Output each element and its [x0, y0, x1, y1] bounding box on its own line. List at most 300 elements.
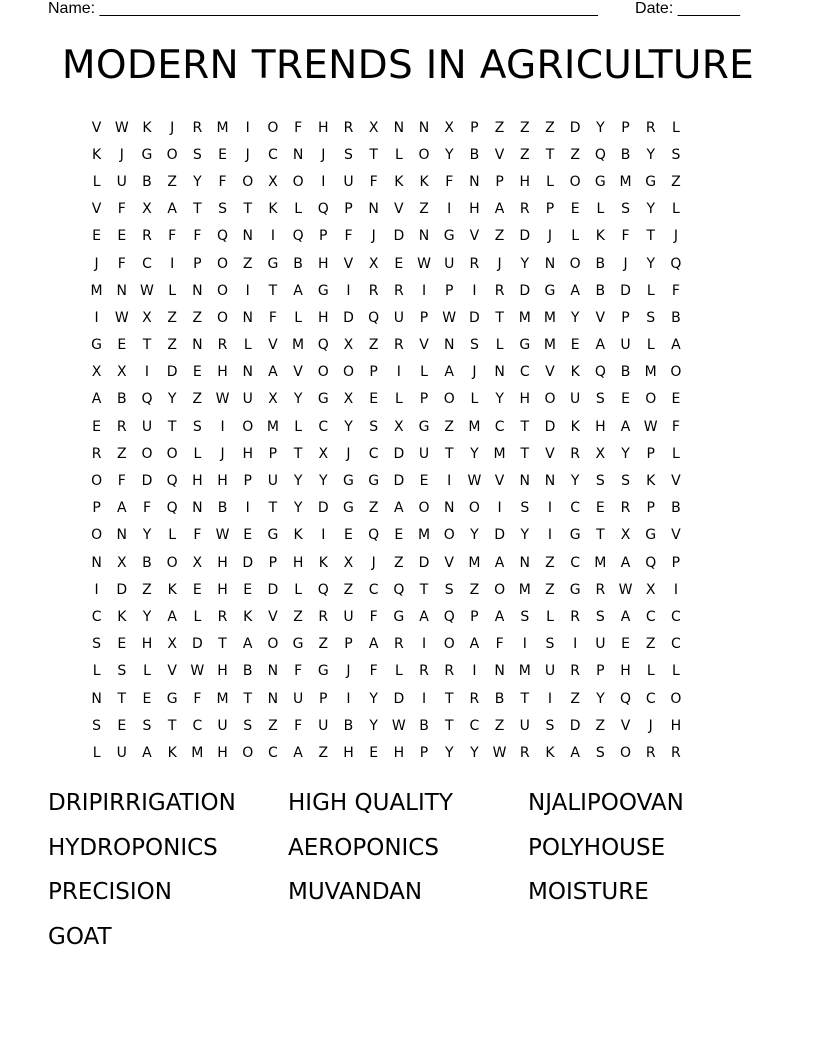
grid-letter[interactable]: J	[346, 445, 351, 462]
grid-letter[interactable]: F	[671, 282, 680, 299]
grid-letter[interactable]: V	[671, 473, 681, 490]
grid-letter[interactable]: R	[620, 500, 631, 517]
grid-letter[interactable]: S	[520, 608, 530, 625]
grid-letter[interactable]: Z	[645, 636, 656, 653]
grid-letter[interactable]: I	[220, 418, 225, 435]
grid-letter[interactable]: X	[192, 554, 203, 571]
grid-letter[interactable]: O	[242, 418, 254, 435]
grid-letter[interactable]: P	[621, 309, 630, 326]
grid-letter[interactable]: H	[393, 744, 405, 761]
grid-letter[interactable]: B	[242, 663, 253, 680]
grid-letter[interactable]: T	[444, 445, 454, 462]
grid-letter[interactable]: V	[545, 364, 555, 381]
grid-letter[interactable]: Q	[670, 255, 682, 272]
grid-letter[interactable]: W	[643, 418, 658, 435]
grid-letter[interactable]: H	[192, 473, 203, 490]
grid-letter[interactable]: M	[543, 337, 557, 354]
grid-letter[interactable]: S	[117, 663, 127, 680]
grid-letter[interactable]: I	[245, 119, 250, 136]
grid-letter[interactable]: X	[368, 119, 379, 136]
grid-letter[interactable]: F	[218, 173, 227, 190]
grid-letter[interactable]: U	[116, 173, 127, 190]
grid-letter[interactable]: X	[394, 418, 404, 435]
grid-letter[interactable]: E	[117, 636, 127, 653]
grid-letter[interactable]: B	[343, 717, 354, 734]
grid-letter[interactable]: A	[671, 337, 681, 354]
grid-letter[interactable]: Z	[494, 717, 505, 734]
grid-letter[interactable]: G	[645, 527, 657, 544]
grid-letter[interactable]: U	[343, 608, 354, 625]
grid-letter[interactable]: T	[142, 337, 152, 354]
grid-letter[interactable]: A	[293, 744, 303, 761]
grid-letter[interactable]: C	[570, 554, 581, 571]
grid-letter[interactable]: Z	[545, 119, 555, 136]
grid-letter[interactable]: F	[294, 663, 303, 680]
grid-letter[interactable]: T	[167, 418, 177, 435]
grid-letter[interactable]: Y	[293, 391, 303, 408]
grid-letter[interactable]: R	[444, 663, 455, 680]
grid-letter[interactable]: S	[545, 636, 555, 653]
grid-letter[interactable]: E	[369, 744, 379, 761]
grid-letter[interactable]: H	[519, 391, 531, 408]
grid-letter[interactable]: V	[91, 119, 102, 136]
grid-letter[interactable]: L	[672, 201, 680, 218]
grid-letter[interactable]: N	[494, 663, 505, 680]
grid-letter[interactable]: L	[294, 309, 302, 326]
grid-letter[interactable]: X	[91, 364, 102, 381]
grid-letter[interactable]: I	[144, 364, 150, 381]
grid-letter[interactable]: G	[569, 527, 581, 544]
grid-letter[interactable]: P	[319, 690, 328, 707]
grid-letter[interactable]: S	[595, 391, 605, 408]
grid-letter[interactable]: P	[646, 445, 655, 462]
grid-letter[interactable]: N	[544, 473, 556, 490]
grid-letter[interactable]: H	[217, 663, 228, 680]
grid-letter[interactable]: Z	[545, 581, 555, 598]
grid-letter[interactable]: S	[142, 717, 152, 734]
grid-letter[interactable]: L	[294, 418, 302, 435]
grid-letter[interactable]: A	[293, 282, 303, 299]
grid-letter[interactable]: O	[443, 391, 455, 408]
grid-letter[interactable]: G	[368, 473, 380, 490]
grid-letter[interactable]: M	[518, 663, 531, 680]
grid-letter[interactable]: E	[92, 418, 102, 435]
grid-letter[interactable]: M	[518, 581, 531, 598]
grid-letter[interactable]: L	[92, 173, 101, 190]
grid-letter[interactable]: S	[545, 717, 555, 734]
grid-letter[interactable]: Z	[519, 146, 530, 163]
grid-letter[interactable]: F	[193, 527, 202, 544]
grid-letter[interactable]: S	[92, 636, 102, 653]
grid-letter[interactable]: U	[217, 717, 228, 734]
grid-letter[interactable]: V	[268, 608, 278, 625]
grid-letter[interactable]: C	[268, 146, 278, 163]
grid-letter[interactable]: T	[268, 500, 278, 517]
grid-letter[interactable]: O	[166, 554, 178, 571]
grid-letter[interactable]: R	[192, 119, 203, 136]
grid-letter[interactable]: R	[393, 636, 404, 653]
grid-letter[interactable]: E	[243, 527, 253, 544]
grid-letter[interactable]: F	[369, 663, 378, 680]
grid-letter[interactable]: K	[243, 608, 253, 625]
grid-letter[interactable]: D	[393, 473, 405, 490]
grid-letter[interactable]: H	[469, 201, 480, 218]
grid-letter[interactable]: V	[494, 146, 505, 163]
grid-letter[interactable]: C	[192, 717, 203, 734]
grid-letter[interactable]: K	[419, 173, 429, 190]
grid-letter[interactable]: N	[443, 337, 455, 354]
grid-letter[interactable]: S	[621, 473, 630, 490]
grid-letter[interactable]: E	[394, 527, 404, 544]
grid-letter[interactable]: W	[417, 255, 431, 272]
grid-letter[interactable]: D	[393, 445, 405, 462]
grid-letter[interactable]: Z	[293, 608, 303, 625]
grid-letter[interactable]: Z	[469, 581, 480, 598]
grid-letter[interactable]: F	[294, 119, 303, 136]
grid-letter[interactable]: J	[170, 119, 175, 136]
grid-letter[interactable]: E	[243, 581, 253, 598]
grid-letter[interactable]: E	[671, 391, 681, 408]
grid-letter[interactable]: D	[116, 581, 128, 598]
grid-letter[interactable]: K	[570, 418, 580, 435]
grid-letter[interactable]: P	[344, 201, 353, 218]
grid-letter[interactable]: K	[117, 608, 127, 625]
grid-letter[interactable]: Y	[167, 391, 177, 408]
grid-letter[interactable]: G	[267, 255, 279, 272]
grid-letter[interactable]: C	[645, 690, 656, 707]
grid-letter[interactable]: H	[242, 445, 253, 462]
grid-letter[interactable]: A	[116, 500, 127, 517]
grid-letter[interactable]: M	[417, 527, 431, 544]
grid-letter[interactable]: D	[242, 554, 254, 571]
grid-letter[interactable]: G	[418, 418, 430, 435]
grid-letter[interactable]: X	[142, 201, 152, 218]
grid-letter[interactable]: J	[673, 228, 678, 245]
grid-letter[interactable]: N	[418, 228, 430, 245]
grid-letter[interactable]: Z	[116, 445, 127, 462]
grid-letter[interactable]: O	[418, 500, 430, 517]
grid-letter[interactable]: O	[217, 309, 229, 326]
grid-letter[interactable]: N	[267, 690, 279, 707]
grid-letter[interactable]: Q	[620, 690, 632, 707]
grid-letter[interactable]: L	[394, 146, 403, 163]
grid-letter[interactable]: U	[116, 744, 127, 761]
grid-letter[interactable]: G	[443, 228, 455, 245]
grid-letter[interactable]: R	[645, 119, 656, 136]
grid-letter[interactable]: R	[318, 608, 329, 625]
grid-letter[interactable]: E	[570, 337, 580, 354]
grid-letter[interactable]: X	[595, 445, 606, 462]
grid-letter[interactable]: N	[494, 364, 505, 381]
grid-letter[interactable]: D	[569, 119, 581, 136]
grid-letter[interactable]: W	[391, 717, 406, 734]
grid-letter[interactable]: S	[595, 608, 605, 625]
grid-letter[interactable]: O	[670, 364, 682, 381]
name-field-line[interactable]: Name: ________________________________________________________	[48, 0, 598, 17]
grid-letter[interactable]: Y	[646, 146, 655, 163]
grid-letter[interactable]: F	[621, 228, 630, 245]
grid-letter[interactable]: O	[242, 173, 254, 190]
grid-letter[interactable]: Z	[570, 690, 580, 707]
grid-letter[interactable]: J	[321, 146, 326, 163]
grid-letter[interactable]: Y	[520, 255, 530, 272]
grid-letter[interactable]: T	[293, 445, 303, 462]
grid-letter[interactable]: P	[193, 255, 202, 272]
grid-letter[interactable]: U	[267, 473, 279, 490]
grid-letter[interactable]: O	[494, 581, 506, 598]
grid-letter[interactable]: E	[117, 717, 127, 734]
grid-letter[interactable]: A	[394, 500, 404, 517]
grid-letter[interactable]: T	[596, 527, 605, 544]
grid-letter[interactable]: Z	[368, 500, 379, 517]
grid-letter[interactable]: J	[220, 445, 225, 462]
grid-letter[interactable]: D	[494, 527, 505, 544]
grid-letter[interactable]: R	[645, 744, 656, 761]
grid-letter[interactable]: Y	[646, 201, 655, 218]
grid-letter[interactable]: R	[469, 255, 480, 272]
grid-letter[interactable]: N	[116, 282, 128, 299]
grid-letter[interactable]: C	[318, 418, 329, 435]
grid-letter[interactable]: Q	[166, 500, 178, 517]
grid-letter[interactable]: R	[519, 744, 530, 761]
grid-letter[interactable]: Q	[217, 228, 229, 245]
grid-letter[interactable]: G	[569, 581, 581, 598]
grid-letter[interactable]: Y	[344, 418, 353, 435]
grid-letter[interactable]: D	[620, 282, 631, 299]
grid-letter[interactable]: I	[472, 282, 477, 299]
grid-letter[interactable]: N	[519, 473, 531, 490]
grid-letter[interactable]: K	[595, 228, 605, 245]
grid-letter[interactable]: I	[321, 527, 326, 544]
grid-letter[interactable]: E	[570, 201, 580, 218]
grid-letter[interactable]: O	[342, 364, 354, 381]
grid-letter[interactable]: O	[166, 146, 178, 163]
grid-letter[interactable]: L	[168, 282, 177, 299]
grid-letter[interactable]: Z	[671, 173, 681, 190]
grid-letter[interactable]: L	[470, 391, 479, 408]
grid-letter[interactable]: E	[344, 527, 353, 544]
grid-letter[interactable]: C	[268, 744, 278, 761]
grid-letter[interactable]: Z	[318, 636, 329, 653]
grid-letter[interactable]: A	[570, 744, 580, 761]
grid-letter[interactable]: D	[317, 500, 329, 517]
grid-letter[interactable]: N	[192, 500, 203, 517]
grid-letter[interactable]: W	[114, 309, 129, 326]
grid-letter[interactable]: T	[520, 418, 530, 435]
grid-letter[interactable]: U	[418, 445, 430, 462]
grid-letter[interactable]: I	[573, 636, 578, 653]
grid-letter[interactable]: U	[393, 309, 404, 326]
grid-letter[interactable]: X	[368, 255, 379, 272]
grid-letter[interactable]: P	[268, 554, 278, 571]
grid-letter[interactable]: A	[595, 337, 606, 354]
grid-letter[interactable]: W	[467, 473, 482, 490]
grid-letter[interactable]: L	[294, 581, 302, 598]
grid-letter[interactable]: O	[443, 527, 455, 544]
grid-letter[interactable]: B	[595, 282, 606, 299]
grid-letter[interactable]: R	[393, 282, 404, 299]
grid-letter[interactable]: A	[494, 608, 505, 625]
grid-letter[interactable]: G	[343, 473, 354, 490]
grid-letter[interactable]: K	[142, 119, 152, 136]
grid-letter[interactable]: W	[114, 119, 129, 136]
grid-letter[interactable]: T	[520, 445, 530, 462]
grid-letter[interactable]: O	[443, 636, 455, 653]
grid-letter[interactable]: Q	[443, 608, 455, 625]
grid-letter[interactable]: V	[91, 201, 102, 218]
grid-letter[interactable]: M	[493, 445, 506, 462]
grid-letter[interactable]: X	[167, 636, 177, 653]
grid-letter[interactable]: O	[267, 636, 279, 653]
grid-letter[interactable]: U	[242, 391, 253, 408]
grid-letter[interactable]: C	[368, 581, 379, 598]
grid-letter[interactable]: Y	[293, 473, 303, 490]
grid-letter[interactable]: W	[492, 744, 507, 761]
grid-letter[interactable]: Z	[318, 744, 329, 761]
grid-letter[interactable]: R	[217, 337, 228, 354]
grid-letter[interactable]: R	[494, 282, 505, 299]
grid-letter[interactable]: I	[447, 473, 452, 490]
grid-letter[interactable]: X	[343, 554, 354, 571]
grid-letter[interactable]: F	[344, 228, 353, 245]
grid-letter[interactable]: T	[243, 201, 252, 218]
grid-letter[interactable]: H	[318, 309, 329, 326]
grid-letter[interactable]: S	[192, 418, 202, 435]
grid-letter[interactable]: R	[343, 119, 354, 136]
grid-letter[interactable]: G	[544, 282, 556, 299]
grid-letter[interactable]: B	[293, 255, 303, 272]
grid-letter[interactable]: N	[192, 282, 203, 299]
grid-letter[interactable]: X	[444, 119, 455, 136]
grid-letter[interactable]: T	[268, 282, 278, 299]
grid-letter[interactable]: Y	[495, 391, 504, 408]
grid-letter[interactable]: L	[394, 663, 403, 680]
grid-letter[interactable]: H	[343, 744, 354, 761]
grid-letter[interactable]: V	[595, 309, 606, 326]
grid-letter[interactable]: F	[193, 228, 202, 245]
grid-letter[interactable]: C	[368, 445, 379, 462]
grid-letter[interactable]: D	[343, 309, 354, 326]
grid-letter[interactable]: E	[92, 228, 102, 245]
grid-letter[interactable]: R	[217, 608, 228, 625]
grid-letter[interactable]: X	[116, 364, 127, 381]
grid-letter[interactable]: E	[142, 690, 152, 707]
grid-letter[interactable]: B	[142, 554, 152, 571]
grid-letter[interactable]: N	[91, 554, 102, 571]
grid-letter[interactable]: N	[192, 337, 203, 354]
grid-letter[interactable]: G	[343, 500, 354, 517]
grid-letter[interactable]: K	[268, 201, 278, 218]
grid-letter[interactable]: Z	[545, 554, 555, 571]
grid-letter[interactable]: H	[318, 255, 329, 272]
grid-letter[interactable]: A	[91, 391, 102, 408]
date-field-line[interactable]: Date: _______	[635, 0, 740, 17]
grid-letter[interactable]: X	[142, 309, 152, 326]
grid-letter[interactable]: F	[193, 690, 202, 707]
grid-letter[interactable]: O	[91, 527, 103, 544]
grid-letter[interactable]: I	[547, 527, 553, 544]
grid-letter[interactable]: B	[620, 364, 631, 381]
grid-letter[interactable]: C	[570, 500, 581, 517]
grid-letter[interactable]: Y	[193, 173, 202, 190]
grid-letter[interactable]: Q	[368, 527, 380, 544]
grid-letter[interactable]: A	[620, 608, 631, 625]
grid-letter[interactable]: G	[645, 173, 657, 190]
grid-letter[interactable]: T	[167, 717, 177, 734]
grid-letter[interactable]: S	[671, 146, 681, 163]
grid-letter[interactable]: O	[418, 146, 430, 163]
grid-letter[interactable]: Y	[293, 500, 303, 517]
grid-letter[interactable]: I	[396, 364, 401, 381]
grid-letter[interactable]: D	[469, 309, 480, 326]
grid-letter[interactable]: H	[217, 554, 228, 571]
grid-letter[interactable]: C	[494, 418, 505, 435]
grid-letter[interactable]: D	[393, 228, 405, 245]
grid-letter[interactable]: U	[318, 717, 329, 734]
grid-letter[interactable]: C	[645, 608, 656, 625]
grid-letter[interactable]: R	[519, 201, 530, 218]
grid-letter[interactable]: L	[546, 608, 554, 625]
grid-letter[interactable]: F	[369, 608, 378, 625]
grid-letter[interactable]: A	[494, 201, 505, 218]
grid-letter[interactable]: M	[191, 744, 204, 761]
grid-letter[interactable]: I	[270, 228, 275, 245]
grid-letter[interactable]: O	[166, 445, 178, 462]
grid-letter[interactable]: N	[91, 690, 102, 707]
grid-letter[interactable]: A	[268, 364, 278, 381]
grid-letter[interactable]: Q	[317, 337, 329, 354]
grid-letter[interactable]: B	[116, 391, 127, 408]
grid-letter[interactable]: J	[623, 255, 628, 272]
grid-letter[interactable]: S	[218, 201, 227, 218]
grid-letter[interactable]: P	[268, 445, 278, 462]
grid-letter[interactable]: R	[570, 445, 581, 462]
grid-letter[interactable]: Z	[394, 554, 404, 571]
grid-letter[interactable]: P	[596, 663, 605, 680]
grid-letter[interactable]: Z	[570, 146, 580, 163]
grid-letter[interactable]: Z	[167, 337, 177, 354]
grid-letter[interactable]: S	[646, 309, 656, 326]
grid-letter[interactable]: I	[346, 282, 351, 299]
grid-letter[interactable]: Q	[645, 554, 657, 571]
grid-letter[interactable]: F	[142, 500, 151, 517]
grid-letter[interactable]: Z	[167, 309, 177, 326]
grid-letter[interactable]: X	[116, 554, 127, 571]
grid-letter[interactable]: J	[371, 554, 376, 571]
grid-letter[interactable]: V	[444, 554, 454, 571]
grid-letter[interactable]: T	[419, 581, 429, 598]
grid-letter[interactable]: P	[419, 744, 429, 761]
grid-letter[interactable]: A	[242, 636, 253, 653]
grid-letter[interactable]: Q	[141, 391, 153, 408]
grid-letter[interactable]: Y	[319, 473, 328, 490]
grid-letter[interactable]: O	[217, 282, 229, 299]
grid-letter[interactable]: E	[595, 500, 605, 517]
grid-letter[interactable]: Y	[570, 309, 580, 326]
grid-letter[interactable]: S	[621, 201, 630, 218]
grid-letter[interactable]: K	[545, 744, 555, 761]
grid-letter[interactable]: L	[672, 119, 680, 136]
grid-letter[interactable]: V	[620, 717, 631, 734]
grid-letter[interactable]: X	[620, 527, 631, 544]
grid-letter[interactable]: O	[242, 744, 254, 761]
grid-letter[interactable]: I	[447, 201, 452, 218]
grid-letter[interactable]: Q	[317, 201, 329, 218]
grid-letter[interactable]: X	[268, 391, 278, 408]
grid-letter[interactable]: I	[497, 500, 502, 517]
grid-letter[interactable]: O	[645, 391, 657, 408]
grid-letter[interactable]: M	[266, 418, 279, 435]
